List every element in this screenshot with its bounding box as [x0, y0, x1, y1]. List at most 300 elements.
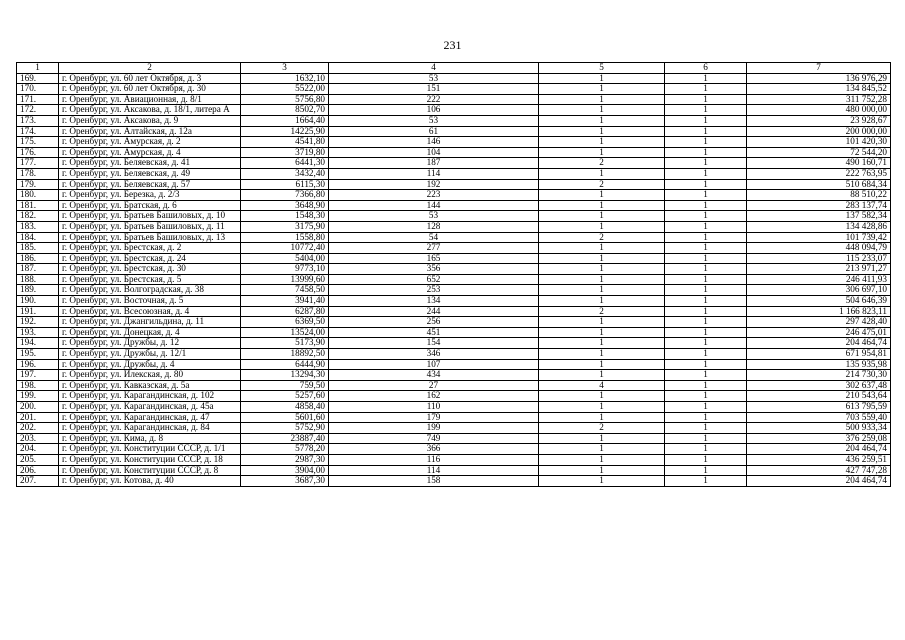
table-row: [17, 433, 891, 444]
table-row: [17, 168, 891, 179]
amount-cell: 480 000,00: [747, 105, 891, 116]
row-number: 200.: [17, 402, 59, 413]
column-5-cell: 1: [539, 476, 665, 487]
address-cell: г. Оренбург, ул. 60 лет Октября, д. 3: [59, 73, 241, 84]
residents-cell: 162: [329, 391, 539, 402]
residents-cell: 223: [329, 190, 539, 201]
amount-cell: 376 259,08: [747, 433, 891, 444]
row-number: 199.: [17, 391, 59, 402]
residents-cell: 277: [329, 243, 539, 254]
column-6-cell: 1: [665, 221, 747, 232]
residents-cell: 144: [329, 200, 539, 211]
row-number: 169.: [17, 73, 59, 84]
address-cell: г. Оренбург, ул. Аксакова, д. 18/1, литера А: [59, 105, 241, 116]
row-number: 191.: [17, 306, 59, 317]
address-cell: г. Оренбург, ул. Братьев Башиловых, д. 11: [59, 221, 241, 232]
area-cell: 4541,80: [241, 137, 329, 148]
residents-cell: 104: [329, 147, 539, 158]
address-cell: г. Оренбург, ул. Беляевская, д. 41: [59, 158, 241, 169]
residents-cell: 146: [329, 137, 539, 148]
address-cell: г. Оренбург, ул. Котова, д. 40: [59, 476, 241, 487]
address-cell: г. Оренбург, ул. Брестская, д. 24: [59, 253, 241, 264]
amount-cell: 703 559,40: [747, 412, 891, 423]
row-number: 205.: [17, 454, 59, 465]
residents-cell: 158: [329, 476, 539, 487]
address-cell: г. Оренбург, ул. Аксакова, д. 9: [59, 115, 241, 126]
column-6-cell: 1: [665, 380, 747, 391]
column-5-cell: 1: [539, 465, 665, 476]
address-cell: г. Оренбург, ул. Донецкая, д. 4: [59, 327, 241, 338]
area-cell: 10772,40: [241, 243, 329, 254]
table-row: [17, 137, 891, 148]
column-5-cell: 1: [539, 94, 665, 105]
row-number: 180.: [17, 190, 59, 201]
column-5-cell: 1: [539, 73, 665, 84]
residents-cell: 27: [329, 380, 539, 391]
column-header: 1: [17, 63, 59, 74]
column-6-cell: 1: [665, 476, 747, 487]
column-5-cell: 1: [539, 433, 665, 444]
area-cell: 3432,40: [241, 168, 329, 179]
residents-cell: 165: [329, 253, 539, 264]
amount-cell: 88 510,22: [747, 190, 891, 201]
residents-cell: 53: [329, 115, 539, 126]
address-cell: г. Оренбург, ул. Джангильдина, д. 11: [59, 317, 241, 328]
residents-cell: 61: [329, 126, 539, 137]
address-cell: г. Оренбург, ул. Конституции СССР, д. 1/1: [59, 444, 241, 455]
residents-cell: 187: [329, 158, 539, 169]
table-row: [17, 444, 891, 455]
address-cell: г. Оренбург, ул. Брестская, д. 5: [59, 274, 241, 285]
address-cell: г. Оренбург, ул. Беляевская, д. 49: [59, 168, 241, 179]
table-row: [17, 126, 891, 137]
column-6-cell: 1: [665, 349, 747, 360]
amount-cell: 500 933,34: [747, 423, 891, 434]
row-number: 189.: [17, 285, 59, 296]
column-6-cell: 1: [665, 412, 747, 423]
residents-cell: 116: [329, 454, 539, 465]
column-header: 4: [329, 63, 539, 74]
row-number: 171.: [17, 94, 59, 105]
table-row: [17, 402, 891, 413]
address-cell: г. Оренбург, ул. Всесоюзная, д. 4: [59, 306, 241, 317]
column-5-cell: 1: [539, 412, 665, 423]
amount-cell: 1 166 823,11: [747, 306, 891, 317]
residents-cell: 451: [329, 327, 539, 338]
page-number: 231: [443, 38, 462, 52]
row-number: 190.: [17, 296, 59, 307]
column-5-cell: 1: [539, 296, 665, 307]
column-6-cell: 1: [665, 126, 747, 137]
column-5-cell: 1: [539, 190, 665, 201]
table-row: [17, 105, 891, 116]
column-6-cell: 1: [665, 137, 747, 148]
table-row: [17, 200, 891, 211]
amount-cell: 246 475,01: [747, 327, 891, 338]
address-cell: г. Оренбург, ул. Карагандинская, д. 45а: [59, 402, 241, 413]
column-5-cell: 2: [539, 306, 665, 317]
column-5-cell: 2: [539, 423, 665, 434]
column-6-cell: 1: [665, 84, 747, 95]
amount-cell: 200 000,00: [747, 126, 891, 137]
residents-cell: 110: [329, 402, 539, 413]
column-header: 3: [241, 63, 329, 74]
column-6-cell: 1: [665, 338, 747, 349]
table-row: [17, 296, 891, 307]
amount-cell: 204 464,74: [747, 444, 891, 455]
area-cell: 1548,30: [241, 211, 329, 222]
area-cell: 5257,60: [241, 391, 329, 402]
address-cell: г. Оренбург, ул. 60 лет Октября, д. 30: [59, 84, 241, 95]
column-6-cell: 1: [665, 274, 747, 285]
amount-cell: 436 259,51: [747, 454, 891, 465]
amount-cell: 134 428,86: [747, 221, 891, 232]
row-number: 183.: [17, 221, 59, 232]
row-number: 184.: [17, 232, 59, 243]
amount-cell: 213 971,27: [747, 264, 891, 275]
residents-cell: 222: [329, 94, 539, 105]
column-5-cell: 1: [539, 264, 665, 275]
residents-cell: 356: [329, 264, 539, 275]
row-number: 207.: [17, 476, 59, 487]
column-6-cell: 1: [665, 285, 747, 296]
address-cell: г. Оренбург, ул. Карагандинская, д. 102: [59, 391, 241, 402]
column-5-cell: 1: [539, 274, 665, 285]
row-number: 187.: [17, 264, 59, 275]
address-cell: г. Оренбург, ул. Алтайская, д. 12а: [59, 126, 241, 137]
table-row: [17, 243, 891, 254]
residents-cell: 652: [329, 274, 539, 285]
amount-cell: 448 094,79: [747, 243, 891, 254]
row-number: 182.: [17, 211, 59, 222]
area-cell: 5778,20: [241, 444, 329, 455]
area-cell: 3719,80: [241, 147, 329, 158]
residents-cell: 53: [329, 211, 539, 222]
residents-cell: 53: [329, 73, 539, 84]
row-number: 202.: [17, 423, 59, 434]
area-cell: 6115,30: [241, 179, 329, 190]
column-5-cell: 1: [539, 137, 665, 148]
column-6-cell: 1: [665, 391, 747, 402]
amount-cell: 311 752,28: [747, 94, 891, 105]
residents-cell: 434: [329, 370, 539, 381]
address-cell: г. Оренбург, ул. Беляевская, д. 57: [59, 179, 241, 190]
amount-cell: 510 684,34: [747, 179, 891, 190]
address-cell: г. Оренбург, ул. Брестская, д. 2: [59, 243, 241, 254]
row-number: 178.: [17, 168, 59, 179]
column-5-cell: 1: [539, 349, 665, 360]
address-cell: г. Оренбург, ул. Карагандинская, д. 47: [59, 412, 241, 423]
column-header: 2: [59, 63, 241, 74]
area-cell: 5173,90: [241, 338, 329, 349]
area-cell: 18892,50: [241, 349, 329, 360]
row-number: 195.: [17, 349, 59, 360]
address-cell: г. Оренбург, ул. Братьев Башиловых, д. 10: [59, 211, 241, 222]
table-header: [17, 63, 891, 74]
table-row: [17, 476, 891, 487]
column-6-cell: 1: [665, 168, 747, 179]
table-row: [17, 211, 891, 222]
column-6-cell: 1: [665, 232, 747, 243]
row-number: 206.: [17, 465, 59, 476]
table-row: [17, 454, 891, 465]
column-5-cell: 1: [539, 243, 665, 254]
residents-cell: 134: [329, 296, 539, 307]
area-cell: 13524,00: [241, 327, 329, 338]
area-cell: 1664,40: [241, 115, 329, 126]
column-5-cell: 1: [539, 391, 665, 402]
row-number: 201.: [17, 412, 59, 423]
area-cell: 8502,70: [241, 105, 329, 116]
column-6-cell: 1: [665, 296, 747, 307]
row-number: 203.: [17, 433, 59, 444]
area-cell: 5752,90: [241, 423, 329, 434]
column-6-cell: 1: [665, 94, 747, 105]
area-cell: 2987,30: [241, 454, 329, 465]
area-cell: 3175,90: [241, 221, 329, 232]
amount-cell: 204 464,74: [747, 338, 891, 349]
residents-cell: 114: [329, 168, 539, 179]
row-number: 176.: [17, 147, 59, 158]
address-cell: г. Оренбург, ул. Братская, д. 6: [59, 200, 241, 211]
residents-cell: 179: [329, 412, 539, 423]
amount-cell: 306 697,10: [747, 285, 891, 296]
amount-cell: 137 582,34: [747, 211, 891, 222]
address-cell: г. Оренбург, ул. Дружбы, д. 4: [59, 359, 241, 370]
column-5-cell: 1: [539, 317, 665, 328]
area-cell: 3904,00: [241, 465, 329, 476]
amount-cell: 427 747,28: [747, 465, 891, 476]
area-cell: 3648,90: [241, 200, 329, 211]
area-cell: 6369,50: [241, 317, 329, 328]
column-6-cell: 1: [665, 211, 747, 222]
amount-cell: 210 543,64: [747, 391, 891, 402]
column-5-cell: 2: [539, 179, 665, 190]
column-6-cell: 1: [665, 465, 747, 476]
table-row: [17, 306, 891, 317]
table-row: [17, 370, 891, 381]
amount-cell: 297 428,40: [747, 317, 891, 328]
table-row: [17, 253, 891, 264]
column-6-cell: 1: [665, 306, 747, 317]
area-cell: 6444,90: [241, 359, 329, 370]
residents-cell: 114: [329, 465, 539, 476]
table-row: [17, 221, 891, 232]
area-cell: 5756,80: [241, 94, 329, 105]
row-number: 186.: [17, 253, 59, 264]
address-cell: г. Оренбург, ул. Дружбы, д. 12/1: [59, 349, 241, 360]
column-5-cell: 1: [539, 105, 665, 116]
table-row: [17, 391, 891, 402]
residents-cell: 199: [329, 423, 539, 434]
residents-cell: 253: [329, 285, 539, 296]
table-row: [17, 264, 891, 275]
table-row: [17, 285, 891, 296]
residents-cell: 106: [329, 105, 539, 116]
area-cell: 14225,90: [241, 126, 329, 137]
address-cell: г. Оренбург, ул. Дружбы, д. 12: [59, 338, 241, 349]
residents-cell: 107: [329, 359, 539, 370]
row-number: 196.: [17, 359, 59, 370]
table-row: [17, 359, 891, 370]
area-cell: 7458,50: [241, 285, 329, 296]
column-6-cell: 1: [665, 158, 747, 169]
area-cell: 6287,80: [241, 306, 329, 317]
amount-cell: 490 160,71: [747, 158, 891, 169]
column-6-cell: 1: [665, 73, 747, 84]
amount-cell: 671 954,81: [747, 349, 891, 360]
amount-cell: 204 464,74: [747, 476, 891, 487]
column-5-cell: 1: [539, 115, 665, 126]
row-number: 173.: [17, 115, 59, 126]
row-number: 170.: [17, 84, 59, 95]
column-5-cell: 1: [539, 444, 665, 455]
column-6-cell: 1: [665, 423, 747, 434]
area-cell: 759,50: [241, 380, 329, 391]
address-cell: г. Оренбург, ул. Брестская, д. 30: [59, 264, 241, 275]
address-cell: г. Оренбург, ул. Волгоградская, д. 38: [59, 285, 241, 296]
table-row: [17, 179, 891, 190]
column-5-cell: 1: [539, 370, 665, 381]
column-5-cell: 1: [539, 221, 665, 232]
row-number: 185.: [17, 243, 59, 254]
residents-cell: 244: [329, 306, 539, 317]
area-cell: 3687,30: [241, 476, 329, 487]
row-number: 174.: [17, 126, 59, 137]
column-5-cell: 1: [539, 200, 665, 211]
column-5-cell: 1: [539, 126, 665, 137]
column-header: 7: [747, 63, 891, 74]
column-5-cell: 1: [539, 147, 665, 158]
column-6-cell: 1: [665, 327, 747, 338]
row-number: 192.: [17, 317, 59, 328]
column-6-cell: 1: [665, 115, 747, 126]
column-6-cell: 1: [665, 264, 747, 275]
area-cell: 5601,60: [241, 412, 329, 423]
amount-cell: 23 928,67: [747, 115, 891, 126]
address-cell: г. Оренбург, ул. Авиационная, д. 8/1: [59, 94, 241, 105]
column-header: 5: [539, 63, 665, 74]
column-5-cell: 1: [539, 359, 665, 370]
table-row: [17, 147, 891, 158]
row-number: 177.: [17, 158, 59, 169]
amount-cell: 302 637,48: [747, 380, 891, 391]
table-row: [17, 158, 891, 169]
column-6-cell: 1: [665, 433, 747, 444]
area-cell: 3941,40: [241, 296, 329, 307]
table-row: [17, 327, 891, 338]
amount-cell: 72 544,20: [747, 147, 891, 158]
table-row: [17, 317, 891, 328]
header-row: [17, 63, 891, 74]
address-cell: г. Оренбург, ул. Конституции СССР, д. 8: [59, 465, 241, 476]
row-number: 193.: [17, 327, 59, 338]
table-row: [17, 380, 891, 391]
residents-cell: 256: [329, 317, 539, 328]
row-number: 204.: [17, 444, 59, 455]
area-cell: 5522,00: [241, 84, 329, 95]
area-cell: 13294,30: [241, 370, 329, 381]
residents-cell: 366: [329, 444, 539, 455]
column-5-cell: 1: [539, 211, 665, 222]
table-row: [17, 84, 891, 95]
table-row: [17, 232, 891, 243]
area-cell: 5404,00: [241, 253, 329, 264]
table-row: [17, 349, 891, 360]
address-cell: г. Оренбург, ул. Кавказская, д. 5а: [59, 380, 241, 391]
area-cell: 6441,30: [241, 158, 329, 169]
address-cell: г. Оренбург, ул. Восточная, д. 5: [59, 296, 241, 307]
area-cell: 13999,60: [241, 274, 329, 285]
amount-cell: 246 411,93: [747, 274, 891, 285]
column-6-cell: 1: [665, 444, 747, 455]
table-row: [17, 73, 891, 84]
residents-cell: 192: [329, 179, 539, 190]
column-5-cell: 1: [539, 338, 665, 349]
column-5-cell: 1: [539, 327, 665, 338]
table-body: [17, 73, 891, 486]
table-row: [17, 423, 891, 434]
amount-cell: 101 420,30: [747, 137, 891, 148]
column-6-cell: 1: [665, 105, 747, 116]
residents-cell: 54: [329, 232, 539, 243]
table-row: [17, 94, 891, 105]
amount-cell: 115 233,07: [747, 253, 891, 264]
column-5-cell: 1: [539, 253, 665, 264]
area-cell: 1632,10: [241, 73, 329, 84]
area-cell: 4858,40: [241, 402, 329, 413]
amount-cell: 135 935,98: [747, 359, 891, 370]
column-5-cell: 2: [539, 232, 665, 243]
column-6-cell: 1: [665, 147, 747, 158]
address-cell: г. Оренбург, ул. Карагандинская, д. 84: [59, 423, 241, 434]
column-6-cell: 1: [665, 402, 747, 413]
area-cell: 23887,40: [241, 433, 329, 444]
column-6-cell: 1: [665, 243, 747, 254]
amount-cell: 504 646,39: [747, 296, 891, 307]
row-number: 197.: [17, 370, 59, 381]
amount-cell: 134 845,52: [747, 84, 891, 95]
column-6-cell: 1: [665, 179, 747, 190]
column-5-cell: 1: [539, 454, 665, 465]
residents-cell: 346: [329, 349, 539, 360]
table-row: [17, 412, 891, 423]
amount-cell: 283 137,74: [747, 200, 891, 211]
address-cell: г. Оренбург, ул. Илекская, д. 80: [59, 370, 241, 381]
column-5-cell: 4: [539, 380, 665, 391]
row-number: 179.: [17, 179, 59, 190]
address-cell: г. Оренбург, ул. Амурская, д. 4: [59, 147, 241, 158]
address-cell: г. Оренбург, ул. Амурская, д. 2: [59, 137, 241, 148]
row-number: 194.: [17, 338, 59, 349]
column-6-cell: 1: [665, 200, 747, 211]
table-row: [17, 338, 891, 349]
table-row: [17, 274, 891, 285]
row-number: 188.: [17, 274, 59, 285]
column-5-cell: 1: [539, 84, 665, 95]
amount-cell: 214 730,30: [747, 370, 891, 381]
address-cell: г. Оренбург, ул. Березка, д. 2/3: [59, 190, 241, 201]
residents-cell: 151: [329, 84, 539, 95]
column-6-cell: 1: [665, 454, 747, 465]
housing-registry-table: [16, 62, 891, 487]
row-number: 175.: [17, 137, 59, 148]
table-row: [17, 465, 891, 476]
column-6-cell: 1: [665, 253, 747, 264]
amount-cell: 222 763,95: [747, 168, 891, 179]
column-6-cell: 1: [665, 317, 747, 328]
amount-cell: 136 976,29: [747, 73, 891, 84]
